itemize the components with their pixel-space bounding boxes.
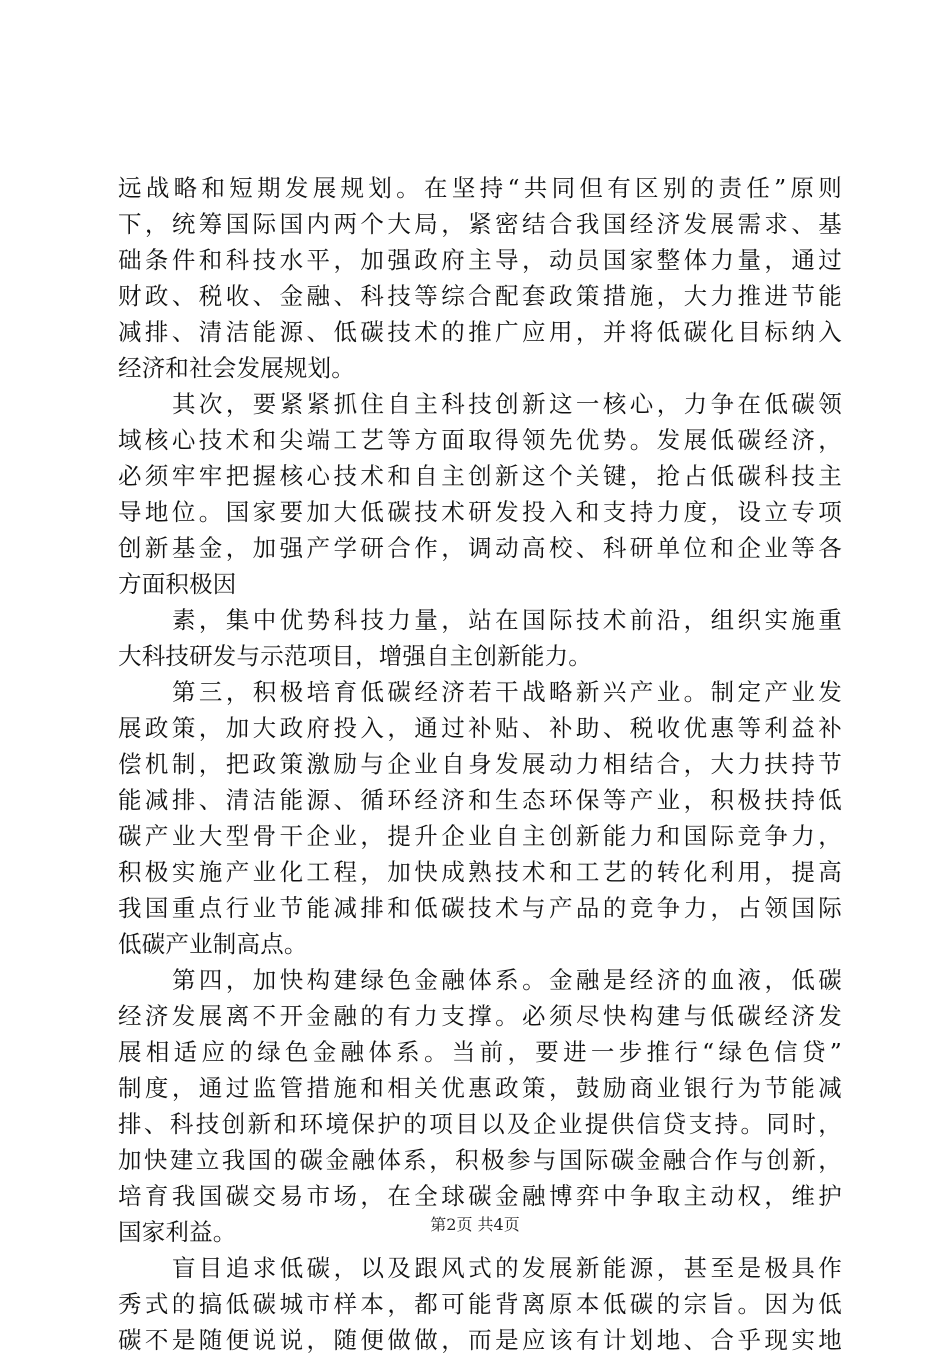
text-line: 其次，要紧紧抓住自主科技创新这一核心，力争在低碳领 [172, 390, 842, 418]
text-line: 第四，加快构建绿色金融体系。金融是经济的血液，低碳 [172, 966, 842, 994]
text-line: 远战略和短期发展规划。在坚持“共同但有区别的责任”原则 [118, 174, 842, 202]
text-line: 展相适应的绿色金融体系。当前，要进一步推行“绿色信贷” [118, 1038, 842, 1066]
text-line: 方面积极因 [118, 570, 237, 598]
text-line: 财政、税收、金融、科技等综合配套政策措施，大力推进节能 [118, 282, 842, 310]
text-line: 偿机制，把政策激励与企业自身发展动力相结合，大力扶持节 [118, 750, 842, 778]
page-footer: 第2页 共4页 [430, 1215, 520, 1234]
text-line: 经济发展离不开金融的有力支撑。必须尽快构建与低碳经济发 [118, 1002, 842, 1030]
text-line: 积极实施产业化工程，加快成熟技术和工艺的转化利用，提高 [118, 858, 842, 886]
text-line: 展政策，加大政府投入，通过补贴、补助、税收优惠等利益补 [118, 714, 842, 742]
text-line: 大科技研发与示范项目，增强自主创新能力。 [118, 642, 592, 670]
document-body [118, 170, 842, 1358]
text-line: 经济和社会发展规划。 [118, 354, 355, 382]
text-line: 国家利益。 [118, 1218, 237, 1246]
text-line: 必须牢牢把握核心技术和自主创新这个关键，抢占低碳科技主 [118, 462, 842, 490]
text-line: 创新基金，加强产学研合作，调动高校、科研单位和企业等各 [118, 534, 842, 562]
text-line: 低碳产业制高点。 [118, 930, 308, 958]
text-line: 加快建立我国的碳金融体系，积极参与国际碳金融合作与创新， [118, 1146, 842, 1174]
text-line: 我国重点行业节能减排和低碳技术与产品的竞争力，占领国际 [118, 894, 842, 922]
text-line: 素，集中优势科技力量，站在国际技术前沿，组织实施重 [172, 606, 842, 634]
text-line: 碳产业大型骨干企业，提升企业自主创新能力和国际竞争力， [118, 822, 842, 850]
text-line: 减排、清洁能源、低碳技术的推广应用，并将低碳化目标纳入 [118, 318, 842, 346]
text-line: 碳不是随便说说，随便做做，而是应该有计划地、合乎现实地 [118, 1326, 842, 1354]
text-line: 域核心技术和尖端工艺等方面取得领先优势。发展低碳经济， [118, 426, 842, 454]
text-line: 排、科技创新和环境保护的项目以及企业提供信贷支持。同时， [118, 1110, 842, 1138]
text-line: 下，统筹国际国内两个大局，紧密结合我国经济发展需求、基 [118, 210, 842, 238]
text-line: 第三，积极培育低碳经济若干战略新兴产业。制定产业发 [172, 678, 842, 706]
text-line: 导地位。国家要加大低碳技术研发投入和支持力度，设立专项 [118, 498, 842, 526]
text-line: 盲目追求低碳，以及跟风式的发展新能源，甚至是极具作 [172, 1254, 842, 1282]
text-line: 制度，通过监管措施和相关优惠政策，鼓励商业银行为节能减 [118, 1074, 842, 1102]
text-line: 础条件和科技水平，加强政府主导，动员国家整体力量，通过 [118, 246, 842, 274]
text-line: 秀式的搞低碳城市样本，都可能背离原本低碳的宗旨。因为低 [118, 1290, 842, 1318]
text-line: 培育我国碳交易市场，在全球碳金融博弈中争取主动权，维护 [118, 1182, 842, 1210]
text-line: 能减排、清洁能源、循环经济和生态环保等产业，积极扶持低 [118, 786, 842, 814]
